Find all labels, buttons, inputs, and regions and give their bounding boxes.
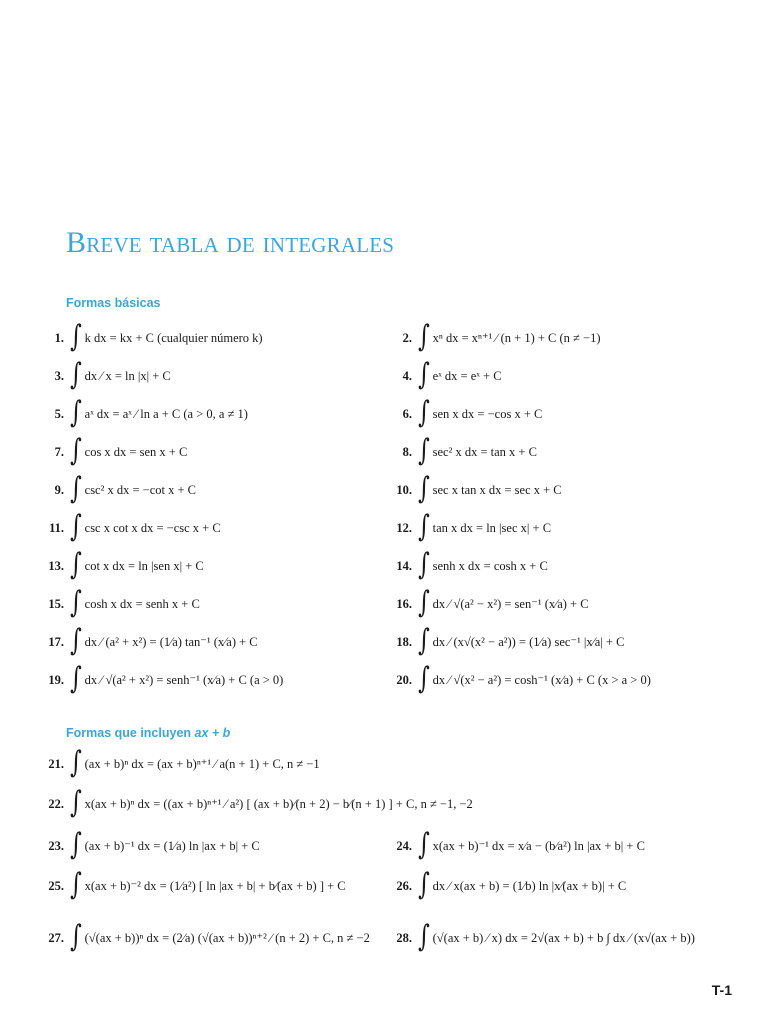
formula-25 — [36, 868, 346, 904]
formula-16 — [384, 586, 589, 622]
formula-number: 18. — [396, 634, 412, 649]
formula-expression: sen x dx = −cos x + C — [432, 406, 543, 421]
formula-expression: senh x dx = cosh x + C — [432, 558, 548, 573]
formula-number: 27. — [48, 930, 64, 945]
formula-10 — [384, 472, 562, 508]
formula-9 — [36, 472, 196, 508]
formula-number: 19. — [48, 672, 64, 687]
formula-number: 1. — [54, 330, 64, 345]
formula-expression: dx ⁄ x(ax + b) = (1⁄b) ln |x⁄(ax + b)| + C — [432, 878, 627, 893]
formula-expression: sec x tan x dx = sec x + C — [432, 482, 562, 497]
formula-21 — [36, 746, 320, 782]
formula-20 — [384, 662, 651, 698]
formula-number: 14. — [396, 558, 412, 573]
formula-expression: (√(ax + b))ⁿ dx = (2⁄a) (√(ax + b))ⁿ⁺² ⁄ (n + 2) + C, n ≠ −2 — [84, 931, 370, 945]
page-title: Breve tabla de integrales — [66, 226, 395, 259]
integral-sign-icon: ∫ — [69, 918, 82, 954]
formula-expression: eˣ dx = eˣ + C — [432, 368, 502, 383]
integral-sign-icon: ∫ — [69, 826, 82, 862]
formula-6 — [384, 396, 542, 432]
formula-number: 24. — [396, 838, 412, 853]
formula-12 — [384, 510, 551, 546]
integral-sign-icon: ∫ — [417, 356, 430, 392]
formula-expression: sec² x dx = tan x + C — [432, 444, 537, 459]
integral-sign-icon: ∫ — [417, 432, 430, 468]
integral-sign-icon: ∫ — [417, 866, 430, 902]
formula-expression: xⁿ dx = xⁿ⁺¹ ⁄ (n + 1) + C (n ≠ −1) — [432, 331, 601, 345]
formula-19 — [36, 662, 283, 698]
formula-number: 9. — [54, 482, 64, 497]
integral-sign-icon: ∫ — [69, 432, 82, 468]
formula-15 — [36, 586, 200, 622]
formula-expression: csc x cot x dx = −csc x + C — [84, 520, 221, 535]
formula-number: 10. — [396, 482, 412, 497]
formula-expression: k dx = kx + C (cualquier número k) — [84, 330, 263, 345]
formula-expression: tan x dx = ln |sec x| + C — [432, 520, 552, 535]
formula-23 — [36, 828, 260, 864]
formula-expression: (√(ax + b) ⁄ x) dx = 2√(ax + b) + b ∫ dx ⁄ (x√(ax + b)) — [432, 930, 695, 945]
formula-7 — [36, 434, 187, 470]
formula-22 — [36, 786, 473, 822]
formula-expression: x(ax + b)⁻¹ dx = x⁄a − (b⁄a²) ln |ax + b| + C — [432, 839, 645, 853]
formula-expression: dx ⁄ √(a² + x²) = senh⁻¹ (x⁄a) + C (a > 0) — [84, 673, 284, 687]
formula-number: 28. — [396, 930, 412, 945]
formula-26 — [384, 868, 626, 904]
integral-sign-icon: ∫ — [417, 394, 430, 430]
formula-number: 25. — [48, 878, 64, 893]
integral-sign-icon: ∫ — [69, 470, 82, 506]
formula-number: 12. — [396, 520, 412, 535]
formula-expression: dx ⁄ √(a² − x²) = sen⁻¹ (x⁄a) + C — [432, 597, 589, 611]
section-heading-emphasis: ax + b — [194, 726, 231, 740]
integral-sign-icon: ∫ — [69, 318, 82, 354]
integral-sign-icon: ∫ — [417, 508, 430, 544]
formula-number: 13. — [48, 558, 64, 573]
section-heading-basic: Formas básicas — [66, 296, 161, 310]
formula-number: 6. — [402, 406, 412, 421]
formula-number: 22. — [48, 796, 64, 811]
formula-17 — [36, 624, 258, 660]
formula-expression: cos x dx = sen x + C — [84, 444, 188, 459]
formula-number: 15. — [48, 596, 64, 611]
formula-number: 8. — [402, 444, 412, 459]
formula-4 — [384, 358, 502, 394]
formula-27 — [36, 920, 370, 956]
integral-sign-icon: ∫ — [69, 356, 82, 392]
formula-14 — [384, 548, 548, 584]
integral-sign-icon: ∫ — [417, 470, 430, 506]
formula-number: 23. — [48, 838, 64, 853]
formula-13 — [36, 548, 204, 584]
formula-number: 11. — [49, 520, 64, 535]
integral-sign-icon: ∫ — [69, 394, 82, 430]
formula-expression: csc² x dx = −cot x + C — [84, 482, 196, 497]
formula-3 — [36, 358, 171, 394]
formula-number: 20. — [396, 672, 412, 687]
formula-expression: dx ⁄ (x√(x² − a²)) = (1⁄a) sec⁻¹ |x⁄a| + C — [432, 635, 625, 649]
integral-sign-icon: ∫ — [69, 584, 82, 620]
formula-expression: (ax + b)⁻¹ dx = (1⁄a) ln |ax + b| + C — [84, 839, 260, 853]
formula-5 — [36, 396, 248, 432]
integral-sign-icon: ∫ — [69, 866, 82, 902]
integral-sign-icon: ∫ — [69, 622, 82, 658]
formula-number: 16. — [396, 596, 412, 611]
formula-number: 4. — [402, 368, 412, 383]
formula-number: 17. — [48, 634, 64, 649]
integral-sign-icon: ∫ — [417, 660, 430, 696]
formula-expression: (ax + b)ⁿ dx = (ax + b)ⁿ⁺¹ ⁄ a(n + 1) + C, n ≠ −1 — [84, 757, 320, 771]
section-heading-text: Formas que incluyen — [66, 726, 192, 740]
formula-18 — [384, 624, 624, 660]
formula-11 — [36, 510, 221, 546]
formula-2 — [384, 320, 601, 356]
formula-28 — [384, 920, 695, 956]
formula-expression: aˣ dx = aˣ ⁄ ln a + C (a > 0, a ≠ 1) — [84, 406, 248, 421]
formula-expression: dx ⁄ (a² + x²) = (1⁄a) tan⁻¹ (x⁄a) + C — [84, 635, 258, 649]
formula-expression: cot x dx = ln |sen x| + C — [84, 558, 204, 573]
integral-sign-icon: ∫ — [69, 508, 82, 544]
formula-expression: cosh x dx = senh x + C — [84, 596, 200, 611]
formula-expression: x(ax + b)⁻² dx = (1⁄a²) [ ln |ax + b| + b⁄(ax + b) ] + C — [84, 879, 346, 893]
formula-number: 3. — [54, 368, 64, 383]
integral-sign-icon: ∫ — [417, 622, 430, 658]
integral-sign-icon: ∫ — [69, 660, 82, 696]
formula-number: 26. — [396, 878, 412, 893]
integral-sign-icon: ∫ — [69, 744, 82, 780]
formula-number: 5. — [54, 406, 64, 421]
formula-expression: x(ax + b)ⁿ dx = ((ax + b)ⁿ⁺¹ ⁄ a²) [ (ax + b)⁄(n + 2) − b⁄(n + 1) ] + C, n ≠ −1, −2 — [84, 797, 473, 811]
formula-number: 7. — [54, 444, 64, 459]
formula-8 — [384, 434, 537, 470]
section-heading-axb — [66, 726, 230, 740]
integral-sign-icon: ∫ — [417, 546, 430, 582]
integral-sign-icon: ∫ — [69, 546, 82, 582]
formula-number: 2. — [402, 330, 412, 345]
page-number: T-1 — [711, 982, 732, 998]
integral-sign-icon: ∫ — [417, 318, 430, 354]
integral-sign-icon: ∫ — [417, 826, 430, 862]
formula-1 — [36, 320, 263, 356]
integral-sign-icon: ∫ — [417, 918, 430, 954]
formula-24 — [384, 828, 645, 864]
formula-expression: dx ⁄ √(x² − a²) = cosh⁻¹ (x⁄a) + C (x > a > 0) — [432, 673, 651, 687]
formula-expression: dx ⁄ x = ln |x| + C — [84, 368, 171, 383]
integral-sign-icon: ∫ — [417, 584, 430, 620]
formula-number: 21. — [48, 756, 64, 771]
integral-sign-icon: ∫ — [69, 784, 82, 820]
